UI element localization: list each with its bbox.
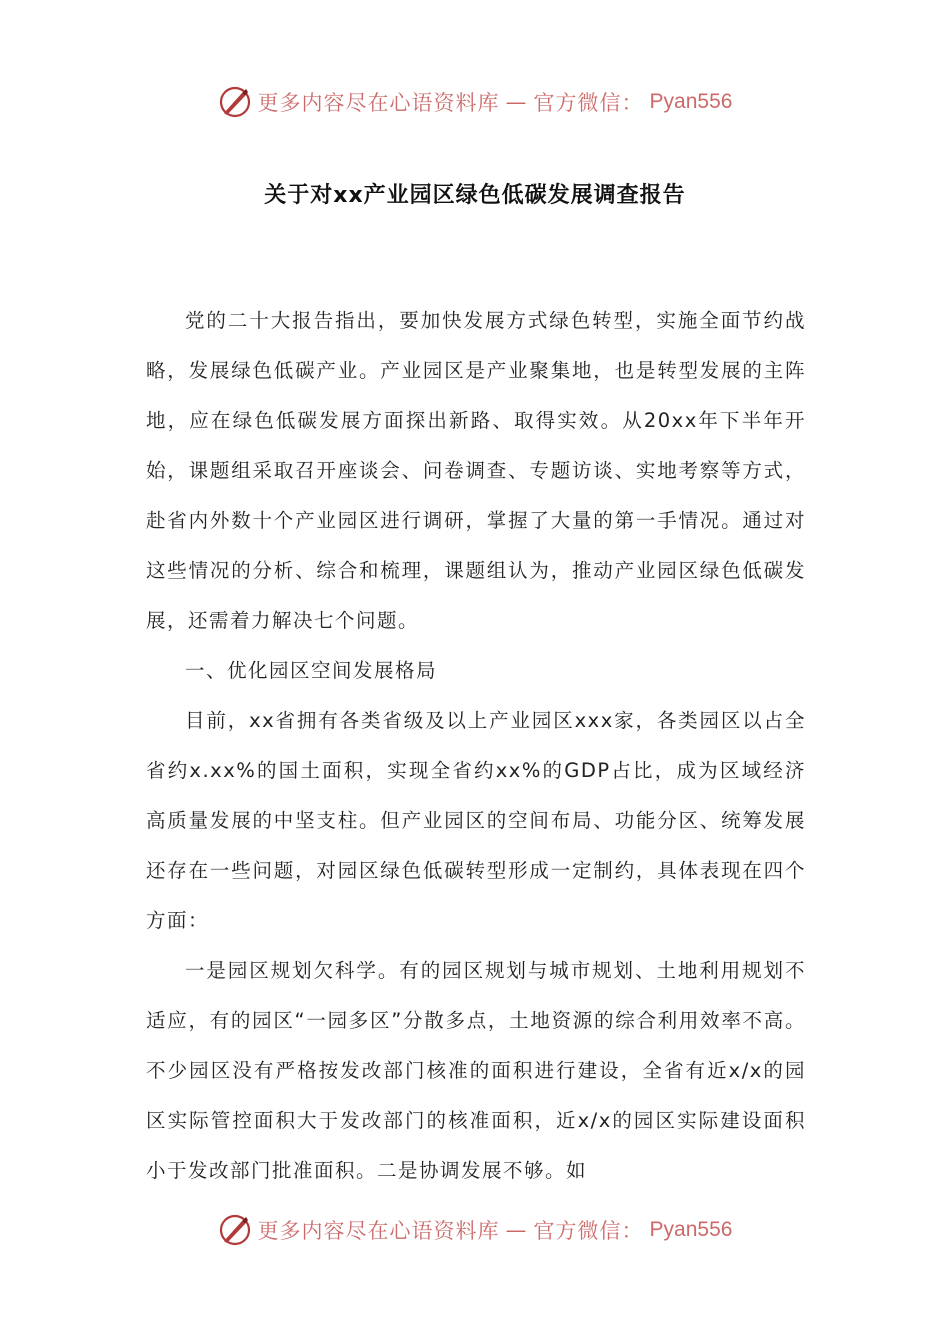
footer-watermark-banner [0,1210,950,1250]
banner-text: 更多内容尽在心语资料库 [257,1219,500,1243]
paragraph: 一是园区规划欠科学。有的园区规划与城市规划、土地利用规划不适应，有的园区“一园多区”分散多点，土地资源的综合利用效率不高。不少园区没有严格按发改部门核准的面积进行建设，全省有近x/x的园区实际管控面积大于发改部门的核准面积，近x/x的园区实际建设面积小于发改部门批准面积。二是协调发展不够。如 [146,959,806,1182]
pen-logo-icon [218,85,252,119]
section-heading: 一、优化园区空间发展格局 [185,659,438,682]
paragraph: 党的二十大报告指出，要加快发展方式绿色转型，实施全面节约战略，发展绿色低碳产业。产业园区是产业聚集地，也是转型发展的主阵地，应在绿色低碳发展方面探出新路、取得实效。从20xx年下半年开始，课题组采取召开座谈会、问卷调查、专题访谈、实地考察等方式，赴省内外数十个产业园区进行调研，掌握了大量的第一手情况。通过对这些情况的分析、综合和梳理，课题组认为，推动产业园区绿色低碳发展，还需着力解决七个问题。 [146,309,806,632]
banner-wechat-id: Pyan556 [649,90,733,113]
banner-wechat-id: Pyan556 [649,1218,733,1241]
paragraph: 目前，xx省拥有各类省级及以上产业园区xxx家，各类园区以占全省约x.xx%的国土面积，实现全省约xx%的GDP占比，成为区域经济高质量发展的中坚支柱。但产业园区的空间布局、功能分区、统筹发展还存在一些问题，对园区绿色低碳转型形成一定制约，具体表现在四个方面： [146,709,806,932]
document-body [146,296,806,1196]
pen-logo-icon [218,1213,252,1247]
banner-label: 官方微信： [533,1219,644,1243]
document-title: 关于对xx产业园区绿色低碳发展调查报告 [264,183,686,208]
header-watermark-banner [0,82,950,122]
banner-separator: — [505,90,528,114]
banner-separator: — [505,1218,528,1242]
banner-text: 更多内容尽在心语资料库 [257,91,500,115]
banner-label: 官方微信： [533,91,644,115]
